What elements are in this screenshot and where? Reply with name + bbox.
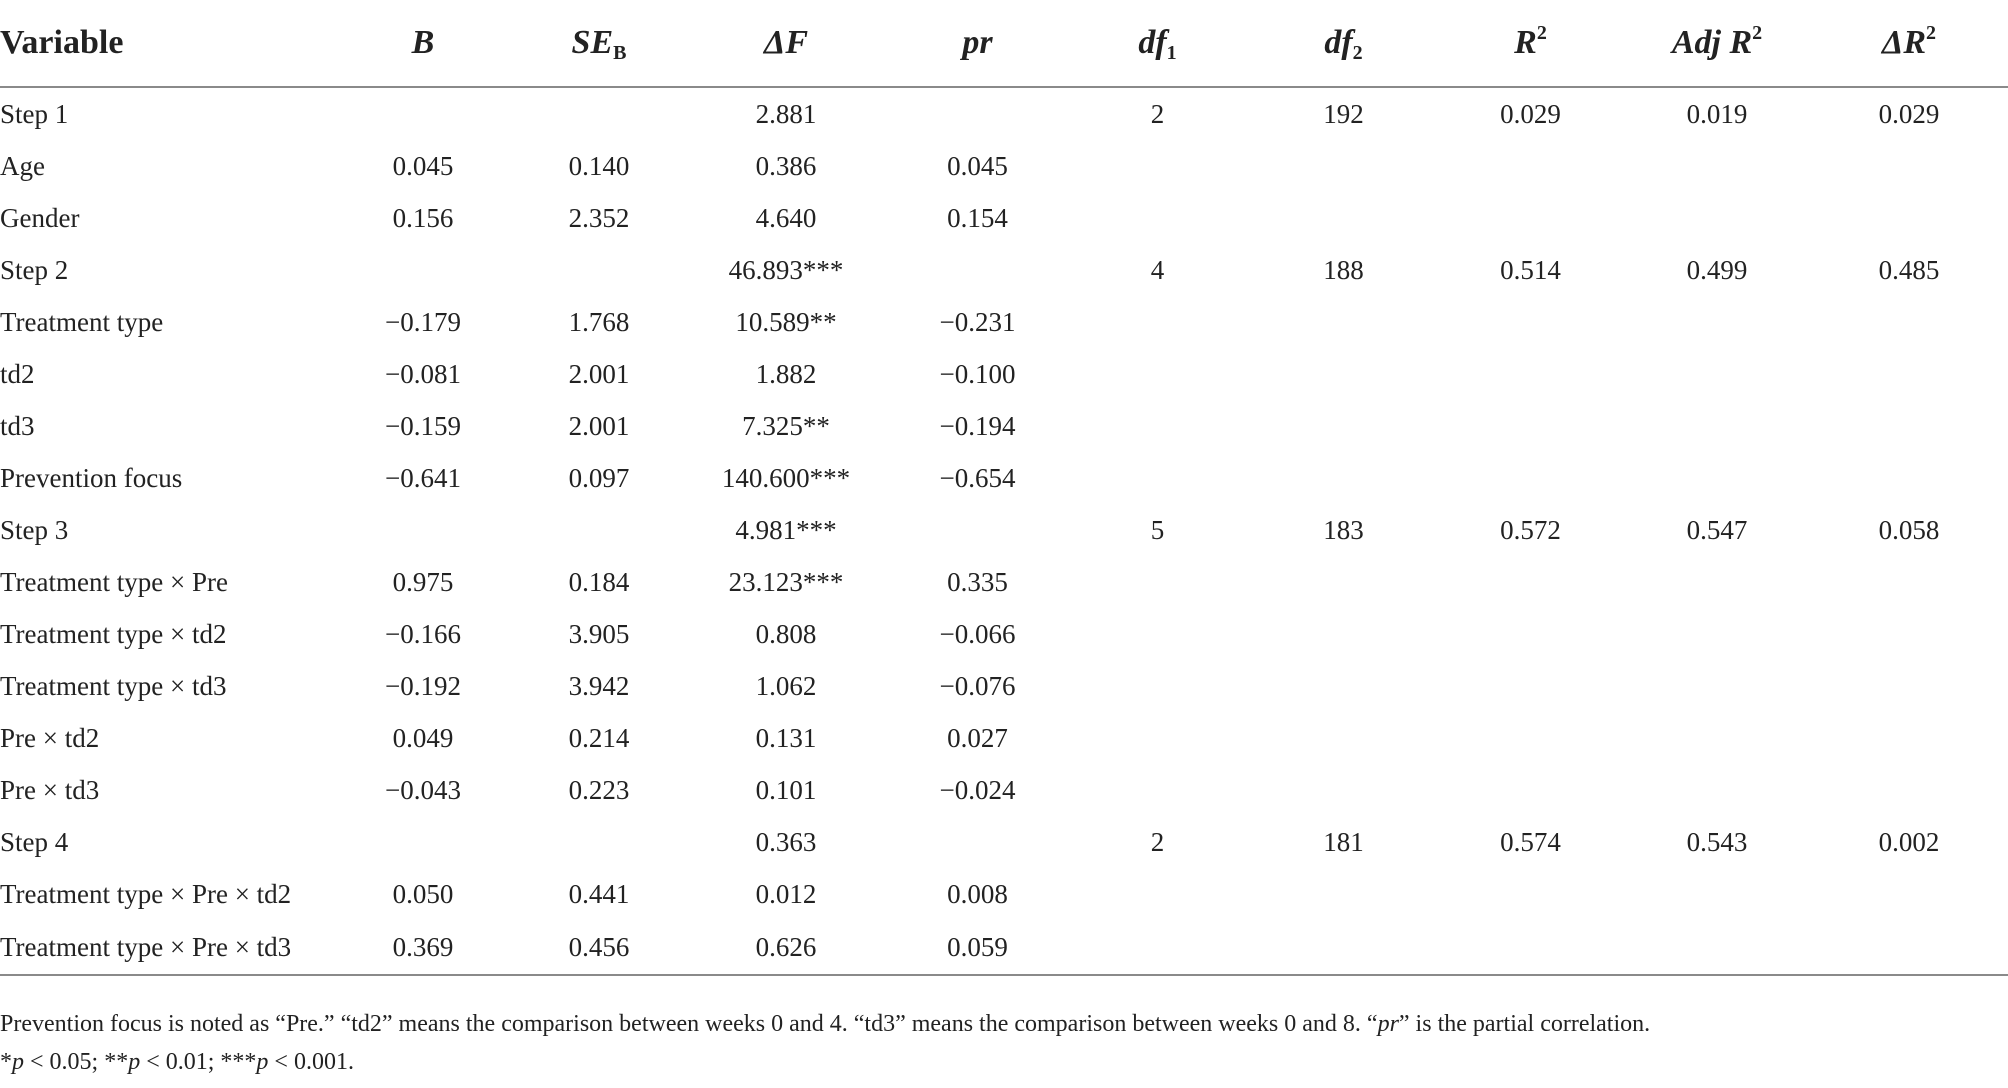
cell-adj-r2	[1624, 400, 1810, 452]
cell-r2: 0.514	[1500, 254, 1561, 285]
cell-df2	[1250, 452, 1437, 504]
cell-delta-r2	[1810, 712, 2008, 764]
cell-b: 0.049	[392, 722, 454, 753]
header-b	[330, 0, 516, 87]
cell-variable: Step 3	[0, 514, 69, 545]
cell-df1	[1065, 712, 1250, 764]
cell-pr: −0.066	[939, 618, 1016, 649]
cell-se: 3.942	[568, 670, 630, 701]
cell-variable: Age	[0, 150, 45, 181]
cell-b	[330, 504, 516, 556]
cell-b: −0.641	[385, 462, 461, 493]
cell-delta-f: 4.640	[755, 202, 817, 233]
header-adj-sup: 2	[1752, 22, 1763, 44]
cell-df2	[1250, 296, 1437, 348]
cell-r2	[1437, 400, 1624, 452]
cell-delta-r2: 0.485	[1878, 254, 1940, 285]
cell-delta-f: 2.881	[755, 98, 817, 129]
cell-se	[516, 244, 682, 296]
footnote-text-b: ” is the partial correlation.	[1398, 1011, 1651, 1037]
header-r2	[1437, 0, 1624, 87]
sig-p1: p	[12, 1049, 24, 1075]
cell-df1	[1065, 660, 1250, 712]
cell-df2	[1250, 556, 1437, 608]
header-df1-sub: 1	[1166, 42, 1177, 64]
table-row	[0, 244, 2008, 296]
cell-adj-r2	[1624, 192, 1810, 244]
cell-delta-f: 0.808	[755, 618, 817, 649]
significance-note	[0, 1043, 354, 1081]
cell-r2: 0.574	[1500, 826, 1561, 857]
cell-pr: −0.076	[939, 670, 1016, 701]
cell-r2	[1437, 348, 1624, 400]
sig-val2: < 0.01; ***	[140, 1049, 257, 1075]
cell-variable: Treatment type × Pre	[0, 566, 228, 597]
cell-df1	[1065, 192, 1250, 244]
cell-pr: 0.154	[947, 202, 1008, 233]
header-se-sub: B	[613, 42, 627, 64]
cell-df2: 181	[1323, 826, 1364, 857]
cell-delta-f: 1.882	[755, 358, 817, 389]
table-row	[0, 452, 2008, 504]
cell-variable: Step 2	[0, 254, 69, 285]
cell-se: 0.184	[568, 566, 630, 597]
cell-adj-r2: 0.019	[1686, 98, 1748, 129]
cell-pr: −0.024	[939, 774, 1016, 805]
cell-pr	[890, 244, 1065, 296]
cell-r2	[1437, 296, 1624, 348]
cell-df1	[1065, 608, 1250, 660]
cell-pr	[890, 504, 1065, 556]
cell-adj-r2	[1624, 660, 1810, 712]
table-row	[0, 920, 2008, 975]
cell-variable: Step 1	[0, 98, 69, 129]
cell-variable: td2	[0, 358, 35, 389]
cell-r2	[1437, 920, 1624, 975]
cell-pr: 0.335	[947, 566, 1008, 597]
cell-df1	[1065, 920, 1250, 975]
cell-pr	[890, 816, 1065, 868]
footnote-pr: pr	[1377, 1011, 1399, 1037]
header-r2-sup: 2	[1536, 22, 1547, 44]
header-df1	[1065, 0, 1250, 87]
cell-delta-f: 1.062	[755, 670, 817, 701]
cell-variable: Treatment type × Pre × td2	[0, 878, 292, 909]
table-row	[0, 712, 2008, 764]
header-delta-f-text: ΔF	[764, 24, 808, 61]
cell-delta-r2: 0.058	[1878, 514, 1940, 545]
cell-b	[330, 244, 516, 296]
table-row	[0, 556, 2008, 608]
cell-delta-f: 0.626	[682, 920, 890, 975]
cell-variable: td3	[0, 410, 35, 441]
cell-b: −0.159	[385, 410, 461, 441]
cell-variable: Treatment type × td3	[0, 670, 227, 701]
cell-se: 2.001	[568, 358, 630, 389]
cell-pr: 0.059	[890, 920, 1065, 975]
cell-variable: Treatment type × Pre × td3	[0, 920, 330, 975]
header-row	[0, 0, 2008, 87]
cell-delta-f: 46.893***	[728, 254, 844, 285]
cell-delta-r2: 0.002	[1878, 826, 1940, 857]
cell-variable: Step 4	[0, 826, 69, 857]
cell-df2	[1250, 140, 1437, 192]
cell-se: 0.441	[568, 878, 630, 909]
cell-adj-r2	[1624, 556, 1810, 608]
cell-delta-r2	[1810, 400, 2008, 452]
cell-b: 0.369	[330, 920, 516, 975]
header-adj-prefix: Adj	[1671, 24, 1730, 61]
cell-pr	[890, 87, 1065, 140]
cell-b: 0.975	[392, 566, 454, 597]
cell-delta-f: 10.589**	[735, 306, 837, 337]
sig-val1: < 0.05; **	[24, 1049, 129, 1075]
cell-df1	[1065, 296, 1250, 348]
cell-df2	[1250, 348, 1437, 400]
header-variable-text: Variable	[0, 24, 124, 61]
cell-delta-r2	[1810, 608, 2008, 660]
cell-b	[330, 87, 516, 140]
header-df2-sub: 2	[1352, 42, 1363, 64]
cell-r2	[1437, 660, 1624, 712]
cell-se: 0.223	[568, 774, 630, 805]
cell-adj-r2	[1624, 348, 1810, 400]
cell-df1	[1065, 348, 1250, 400]
table-row	[0, 504, 2008, 556]
table-row	[0, 348, 2008, 400]
header-delta-r2-sup: 2	[1926, 22, 1936, 44]
cell-delta-r2	[1810, 556, 2008, 608]
cell-adj-r2	[1624, 140, 1810, 192]
cell-delta-f: 4.981***	[735, 514, 837, 545]
cell-delta-r2	[1810, 140, 2008, 192]
cell-se: 2.001	[568, 410, 630, 441]
cell-pr: −0.100	[939, 358, 1016, 389]
header-b-text: B	[411, 24, 435, 61]
header-pr	[890, 0, 1065, 87]
cell-r2	[1437, 764, 1624, 816]
cell-delta-f: 140.600***	[721, 462, 851, 493]
header-delta-r2	[1810, 0, 2008, 87]
header-pr-text: pr	[962, 24, 993, 61]
cell-df2	[1250, 868, 1437, 920]
cell-se: 2.352	[568, 202, 630, 233]
cell-df2	[1250, 764, 1437, 816]
cell-adj-r2	[1624, 920, 1810, 975]
cell-b: −0.192	[385, 670, 461, 701]
cell-df2: 183	[1323, 514, 1364, 545]
cell-b: −0.043	[385, 774, 461, 805]
cell-df1: 2	[1150, 98, 1165, 129]
header-delta-r2-text: ΔR	[1882, 24, 1926, 61]
table-row	[0, 816, 2008, 868]
footnote-text-a: Prevention focus is noted as “Pre.” “td2” means the comparison between weeks 0 and 4. “td3” means the comparison between weeks 0 and 8. “	[0, 1011, 1378, 1037]
cell-df1	[1065, 140, 1250, 192]
cell-variable: Gender	[0, 202, 80, 233]
cell-adj-r2	[1624, 296, 1810, 348]
cell-pr: −0.194	[939, 410, 1016, 441]
table-row	[0, 608, 2008, 660]
cell-adj-r2: 0.499	[1686, 254, 1748, 285]
header-df2-text: df	[1324, 24, 1353, 61]
cell-df2	[1250, 660, 1437, 712]
cell-r2	[1437, 192, 1624, 244]
cell-se: 0.456	[516, 920, 682, 975]
table-header	[0, 0, 2008, 87]
sig-star: *	[0, 1049, 12, 1075]
cell-variable: Pre × td2	[0, 722, 100, 753]
cell-delta-r2	[1810, 764, 2008, 816]
table-row	[0, 87, 2008, 140]
cell-delta-r2	[1810, 660, 2008, 712]
cell-r2: 0.572	[1500, 514, 1561, 545]
header-df1-text: df	[1138, 24, 1167, 61]
cell-delta-r2	[1810, 296, 2008, 348]
cell-df2	[1250, 192, 1437, 244]
table-row	[0, 868, 2008, 920]
cell-pr: 0.045	[947, 150, 1008, 181]
cell-b: 0.050	[392, 878, 454, 909]
cell-variable: Treatment type × td2	[0, 618, 227, 649]
cell-df2	[1250, 400, 1437, 452]
cell-df1: 5	[1150, 514, 1165, 545]
table-row	[0, 764, 2008, 816]
cell-delta-r2: 0.029	[1878, 98, 1940, 129]
header-variable	[0, 0, 330, 87]
header-adj-r2	[1624, 0, 1810, 87]
cell-b: −0.166	[385, 618, 461, 649]
cell-variable: Prevention focus	[0, 462, 183, 493]
cell-variable: Pre × td3	[0, 774, 100, 805]
sig-p3: p	[256, 1049, 269, 1075]
cell-df1	[1065, 764, 1250, 816]
cell-r2	[1437, 712, 1624, 764]
cell-b: 0.045	[392, 150, 454, 181]
cell-df2	[1250, 920, 1437, 975]
cell-se: 0.140	[568, 150, 630, 181]
cell-pr: 0.008	[947, 878, 1008, 909]
cell-delta-f: 0.386	[755, 150, 817, 181]
sig-p2: p	[128, 1049, 141, 1075]
cell-se	[516, 504, 682, 556]
cell-df1	[1065, 400, 1250, 452]
header-df2	[1250, 0, 1437, 87]
cell-se: 3.905	[568, 618, 630, 649]
table-row	[0, 400, 2008, 452]
cell-r2	[1437, 452, 1624, 504]
cell-b: 0.156	[392, 202, 454, 233]
cell-b	[330, 816, 516, 868]
cell-delta-f: 7.325**	[742, 410, 830, 441]
cell-df2: 188	[1323, 254, 1364, 285]
cell-adj-r2: 0.547	[1686, 514, 1748, 545]
cell-df2	[1250, 712, 1437, 764]
cell-se: 1.768	[568, 306, 630, 337]
cell-df1	[1065, 868, 1250, 920]
cell-delta-r2	[1810, 920, 2008, 975]
cell-r2	[1437, 868, 1624, 920]
cell-b: −0.081	[385, 358, 461, 389]
cell-delta-r2	[1810, 192, 2008, 244]
header-delta-f	[682, 0, 890, 87]
cell-df1	[1065, 452, 1250, 504]
header-se	[516, 0, 682, 87]
cell-delta-r2	[1810, 452, 2008, 504]
cell-pr: −0.654	[939, 462, 1016, 493]
cell-se	[516, 87, 682, 140]
cell-adj-r2	[1624, 608, 1810, 660]
cell-b: −0.179	[385, 306, 461, 337]
table-footnote	[0, 1005, 1650, 1043]
cell-adj-r2: 0.543	[1686, 826, 1748, 857]
cell-adj-r2	[1624, 452, 1810, 504]
header-se-text: SE	[571, 24, 614, 61]
cell-delta-r2	[1810, 868, 2008, 920]
cell-pr: 0.027	[947, 722, 1008, 753]
table-row	[0, 296, 2008, 348]
header-r2-text: R	[1514, 24, 1537, 61]
cell-delta-f: 0.101	[755, 774, 817, 805]
cell-df2: 192	[1323, 98, 1364, 129]
table-body	[0, 87, 2008, 975]
cell-delta-f: 23.123***	[728, 566, 844, 597]
cell-r2	[1437, 608, 1624, 660]
sig-val3: < 0.001.	[268, 1049, 354, 1075]
cell-df1	[1065, 556, 1250, 608]
cell-r2: 0.029	[1500, 98, 1561, 129]
cell-adj-r2	[1624, 712, 1810, 764]
cell-delta-f: 0.012	[755, 878, 817, 909]
cell-pr: −0.231	[939, 306, 1016, 337]
cell-delta-r2	[1810, 348, 2008, 400]
table-row	[0, 660, 2008, 712]
cell-r2	[1437, 556, 1624, 608]
cell-se	[516, 816, 682, 868]
table-row	[0, 192, 2008, 244]
cell-delta-f: 0.131	[755, 722, 817, 753]
cell-delta-f: 0.363	[755, 826, 817, 857]
cell-adj-r2	[1624, 868, 1810, 920]
header-adj-text: R	[1729, 24, 1753, 61]
cell-df1: 2	[1150, 826, 1165, 857]
cell-r2	[1437, 140, 1624, 192]
table-row	[0, 140, 2008, 192]
cell-df1: 4	[1150, 254, 1165, 285]
cell-adj-r2	[1624, 764, 1810, 816]
cell-df2	[1250, 608, 1437, 660]
cell-variable: Treatment type	[0, 306, 164, 337]
cell-se: 0.214	[568, 722, 630, 753]
cell-se: 0.097	[568, 462, 630, 493]
